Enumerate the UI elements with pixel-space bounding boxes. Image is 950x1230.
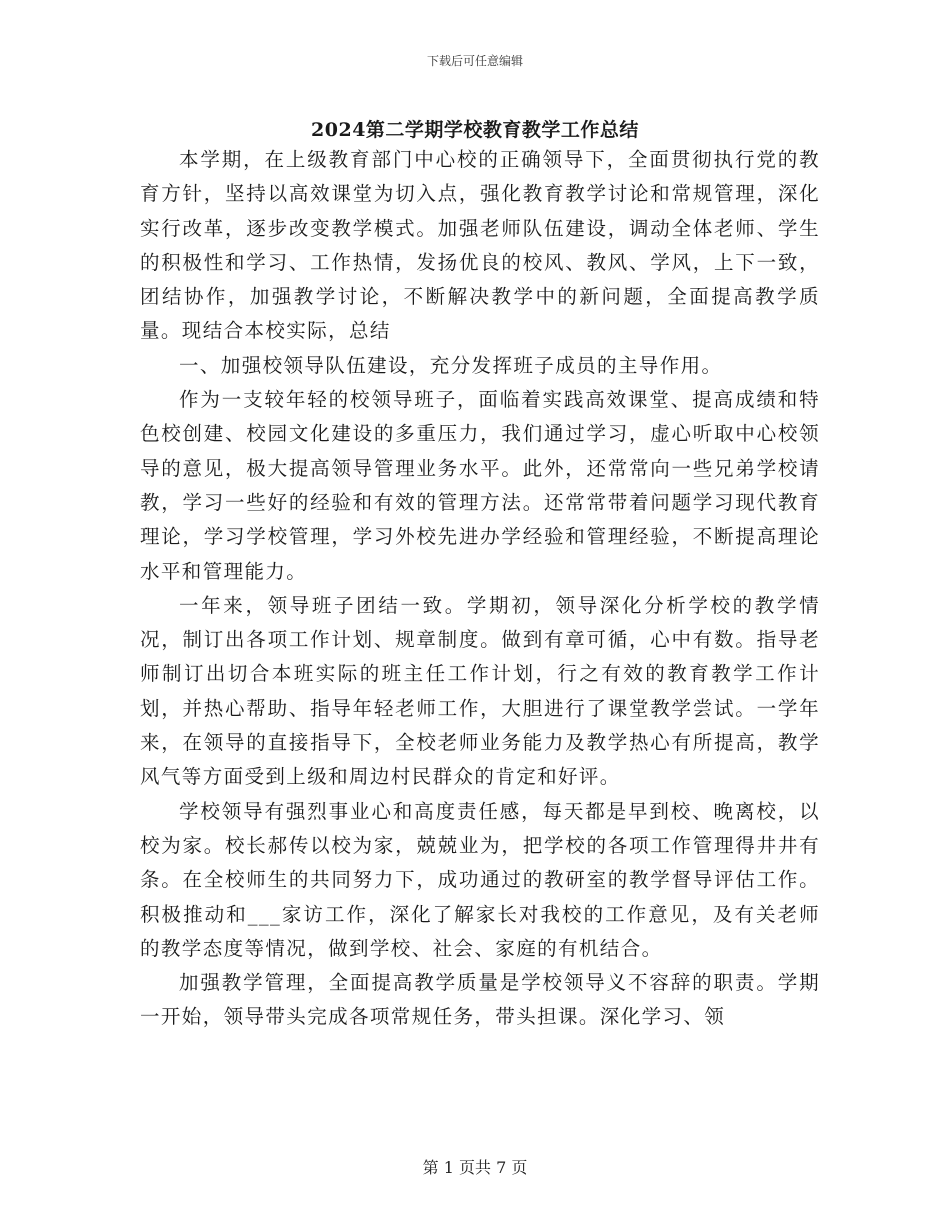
paragraph: 作为一支较年轻的校领导班子，面临着实践高效课堂、提高成绩和特色校创建、校园文化建设的多重压力，我们通过学习，虚心听取中心校领导的意见，极大提高领导管理业务水平。此外，还常常向一些兄弟学校请教，学习一些好的经验和有效的管理方法。还常常带着问题学习现代教育理论，学习学校管理，学习外校先进办学经验和管理经验，不断提高理论水平和管理能力。 — [140, 388, 820, 583]
paragraph: 本学期，在上级教育部门中心校的正确领导下，全面贯彻执行党的教育方针，坚持以高效课堂为切入点，强化教育教学讨论和常规管理，深化实行改革，逐步改变教学模式。加强老师队伍建设，调动全体老师、学生的积极性和学习、工作热情，发扬优良的校风、教风、学风，上下一致，团结协作，加强教学讨论，不断解决教学中的新问题，全面提高教学质量。现结合本校实际，总结 — [140, 148, 820, 343]
paragraph: 一年来，领导班子团结一致。学期初，领导深化分析学校的教学情况，制订出各项工作计划、规章制度。做到有章可循，心中有数。指导老师制订出切合本班实际的班主任工作计划，行之有效的教育教学工作计划，并热心帮助、指导年轻老师工作，大胆进行了课堂教学尝试。一学年来，在领导的直接指导下，全校老师业务能力及教学热心有所提高，教学风气等方面受到上级和周边村民群众的肯定和好评。 — [140, 593, 820, 789]
document-title: 2024第二学期学校教育教学工作总结 — [311, 119, 639, 141]
header-note: 下载后可任意编辑 — [426, 54, 523, 68]
page-footer: 第 1 页共 7 页 — [422, 1158, 528, 1177]
paragraph: 加强教学管理，全面提高教学质量是学校领导义不容辞的职责。学期一开始，领导带头完成各项常规任务，带头担课。深化学习、领 — [140, 971, 820, 1029]
document-body — [140, 143, 820, 1035]
paragraph: 学校领导有强烈事业心和高度责任感，每天都是早到校、晚离校，以校为家。校长郝传以校为家，兢兢业为，把学校的各项工作管理得井井有条。在全校师生的共同努力下，成功通过的教研室的教学督导评估工作。积极推动和___家访工作，深化了解家长对我校的工作意见，及有关老师的教学态度等情况，做到学校、社会、家庭的有机结合。 — [140, 799, 820, 960]
paragraph: 一、加强校领导队伍建设，充分发挥班子成员的主导作用。 — [179, 353, 723, 377]
